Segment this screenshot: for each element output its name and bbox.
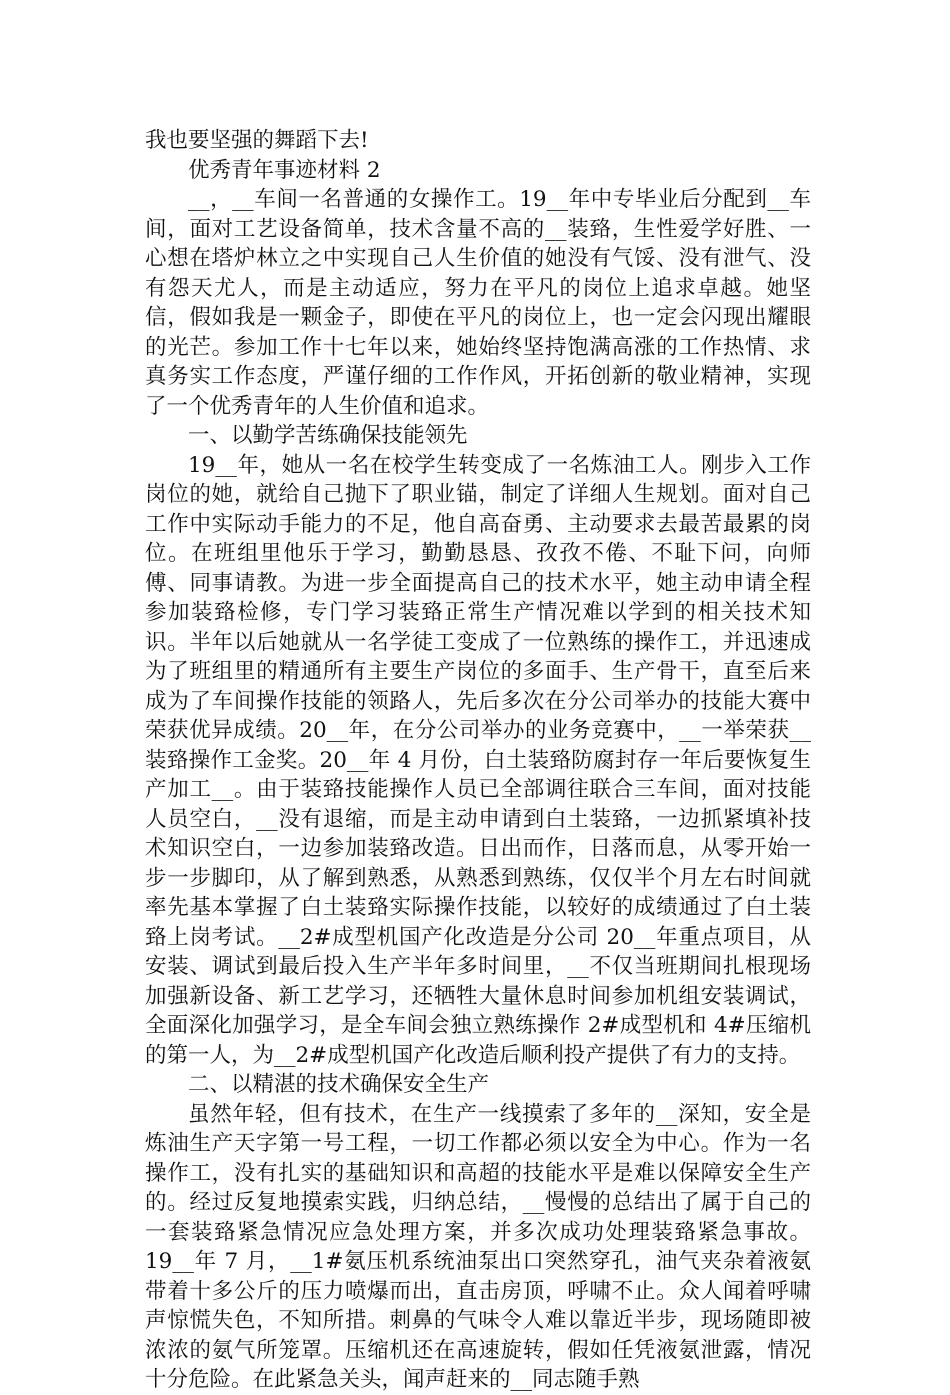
document-subtitle: 优秀青年事迹材料 2 [188,157,381,183]
lead-line: 我也要坚强的舞蹈下去! [145,128,369,153]
section-heading-2: 二、以精湛的技术确保安全生产 [188,1072,490,1097]
intro-paragraph: __，__车间一名普通的女操作工。19__年中专毕业后分配到__车间，面对工艺设备简单，技术含量不高的__装臵，生性爱学好胜、一心想在塔炉林立之中实现自己人生价值的她没有气馁、没有泄气、没有怨天尤人，而是主动适应，努力在平凡的岗位上追求卓越。她坚信，假如我是一颗金子，即使在平凡的岗位上，也一定会闪现出耀眼的光芒。参加工作十七年以来，她始终坚持饱满高涨的工作热情、求真务实工作态度，严谨仔细的工作作风，开拓创新的敬业精神，实现了一个优秀青年的人生价值和追求。 [145,187,811,419]
document-page [145,126,811,1395]
section-2-paragraph: 虽然年轻，但有技术，在生产一线摸索了多年的__深知，安全是炼油生产天字第一号工程，一切工作都必须以安全为中心。作为一名操作工，没有扎实的基础知识和高超的技能水平是难以保障安全生产的。经过反复地摸索实践，归纳总结，__慢慢的总结出了属于自己的一套装臵紧急情况应急处理方案，并多次成功处理装臵紧急事故。19__年 7 月，__1#氨压机系统油泵出口突然穿孔，油气夹杂着液氨带着十多公斤的压力喷爆而出，直击房顶，呼啸不止。众人闻着呼啸声惊慌失色，不知所措。刺鼻的气味令人难以靠近半步，现场随即被浓浓的氨气所笼罩。压缩机还在高速旋转，假如任凭液氨泄露，情况十分危险。在此紧急关头，闻声赶来的__同志随手熟 [145,1101,811,1392]
section-heading-1: 一、以勤学苦练确保技能领先 [188,423,468,448]
section-1-paragraph: 19__年，她从一名在校学生转变成了一名炼油工人。刚步入工作岗位的她，就给自己抛下了职业锚，制定了详细人生规划。面对自己工作中实际动手能力的不足，他自高奋勇、主动要求去最苦最累的岗位。在班组里他乐于学习，勤勤恳恳、孜孜不倦、不耻下问，向师傅、同事请教。为进一步全面提高自己的技术水平，她主动申请全程参加装臵检修，专门学习装臵正常生产情况难以学到的相关技术知识。半年以后她就从一名学徒工变成了一位熟练的操作工，并迅速成为了班组里的精通所有主要生产岗位的多面手、生产骨干，直至后来成为了车间操作技能的领路人，先后多次在分公司举办的技能大赛中荣获优异成绩。20__年，在分公司举办的业务竞赛中，__一举荣获__装臵操作工金奖。20__年 4 月份，白土装臵防腐封存一年后要恢复生产加工__。由于装臵技能操作人员已全部调往联合三车间，面对技能人员空白，__没有退缩，而是主动申请到白土装臵，一边抓紧填补技术知识空白，一边参加装臵改造。日出而作，日落而息，从零开始一步一步脚印，从了解到熟悉，从熟悉到熟练，仅仅半个月左右时间就率先基本掌握了白土装臵实际操作技能，以较好的成绩通过了白土装臵上岗考试。__2#成型机国产化改造是分公司 20__年重点项目，从安装、调试到最后投入生产半年多时间里，__不仅当班期间扎根现场加强新设备、新工艺学习，还牺牲大量休息时间参加机组安装调试，全面深化加强学习，是全车间会独立熟练操作 2#成型机和 4#压缩机的第一人，为__2#成型机国产化改造后顺利投产提供了有力的支持。 [145,452,811,1068]
